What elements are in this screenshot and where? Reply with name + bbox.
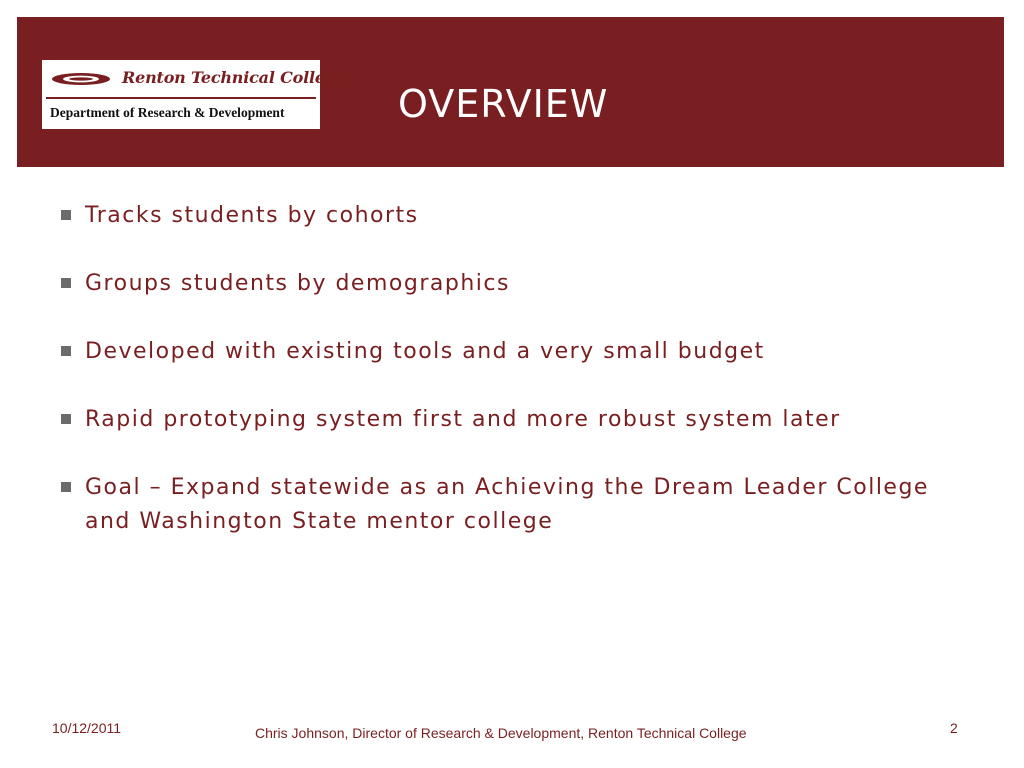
footer-date: 10/12/2011 [52,720,122,736]
bullet-item [58,403,978,437]
bullet-item [58,335,978,369]
bullet-item [58,471,978,539]
college-logo [42,60,346,129]
bullet-text: Goal – Expand statewide as an Achieving the Dream Leader College and Washington State mentor college [85,475,929,534]
bullet-item [58,267,978,301]
logo-divider [46,97,316,99]
bullet-list [58,199,978,573]
logo-college-name: Renton Technical College [122,68,346,87]
bullet-text: Groups students by demographics [85,271,510,296]
bullet-square-icon [61,346,71,356]
bullet-text: Rapid prototyping system first and more robust system later [85,407,841,432]
bullet-item [58,199,978,233]
bullet-square-icon [61,278,71,288]
renton-emblem-icon [51,72,111,86]
page-number: 2 [950,720,958,736]
footer-presenter: Chris Johnson, Director of Research & Development, Renton Technical College [255,725,747,741]
bullet-text: Tracks students by cohorts [85,203,419,228]
slide-title: OVERVIEW [398,82,609,126]
bullet-square-icon [61,414,71,424]
logo-department: Department of Research & Development [50,105,285,120]
bullet-square-icon [61,210,71,220]
bullet-text: Developed with existing tools and a very small budget [85,339,765,364]
bullet-square-icon [61,482,71,492]
